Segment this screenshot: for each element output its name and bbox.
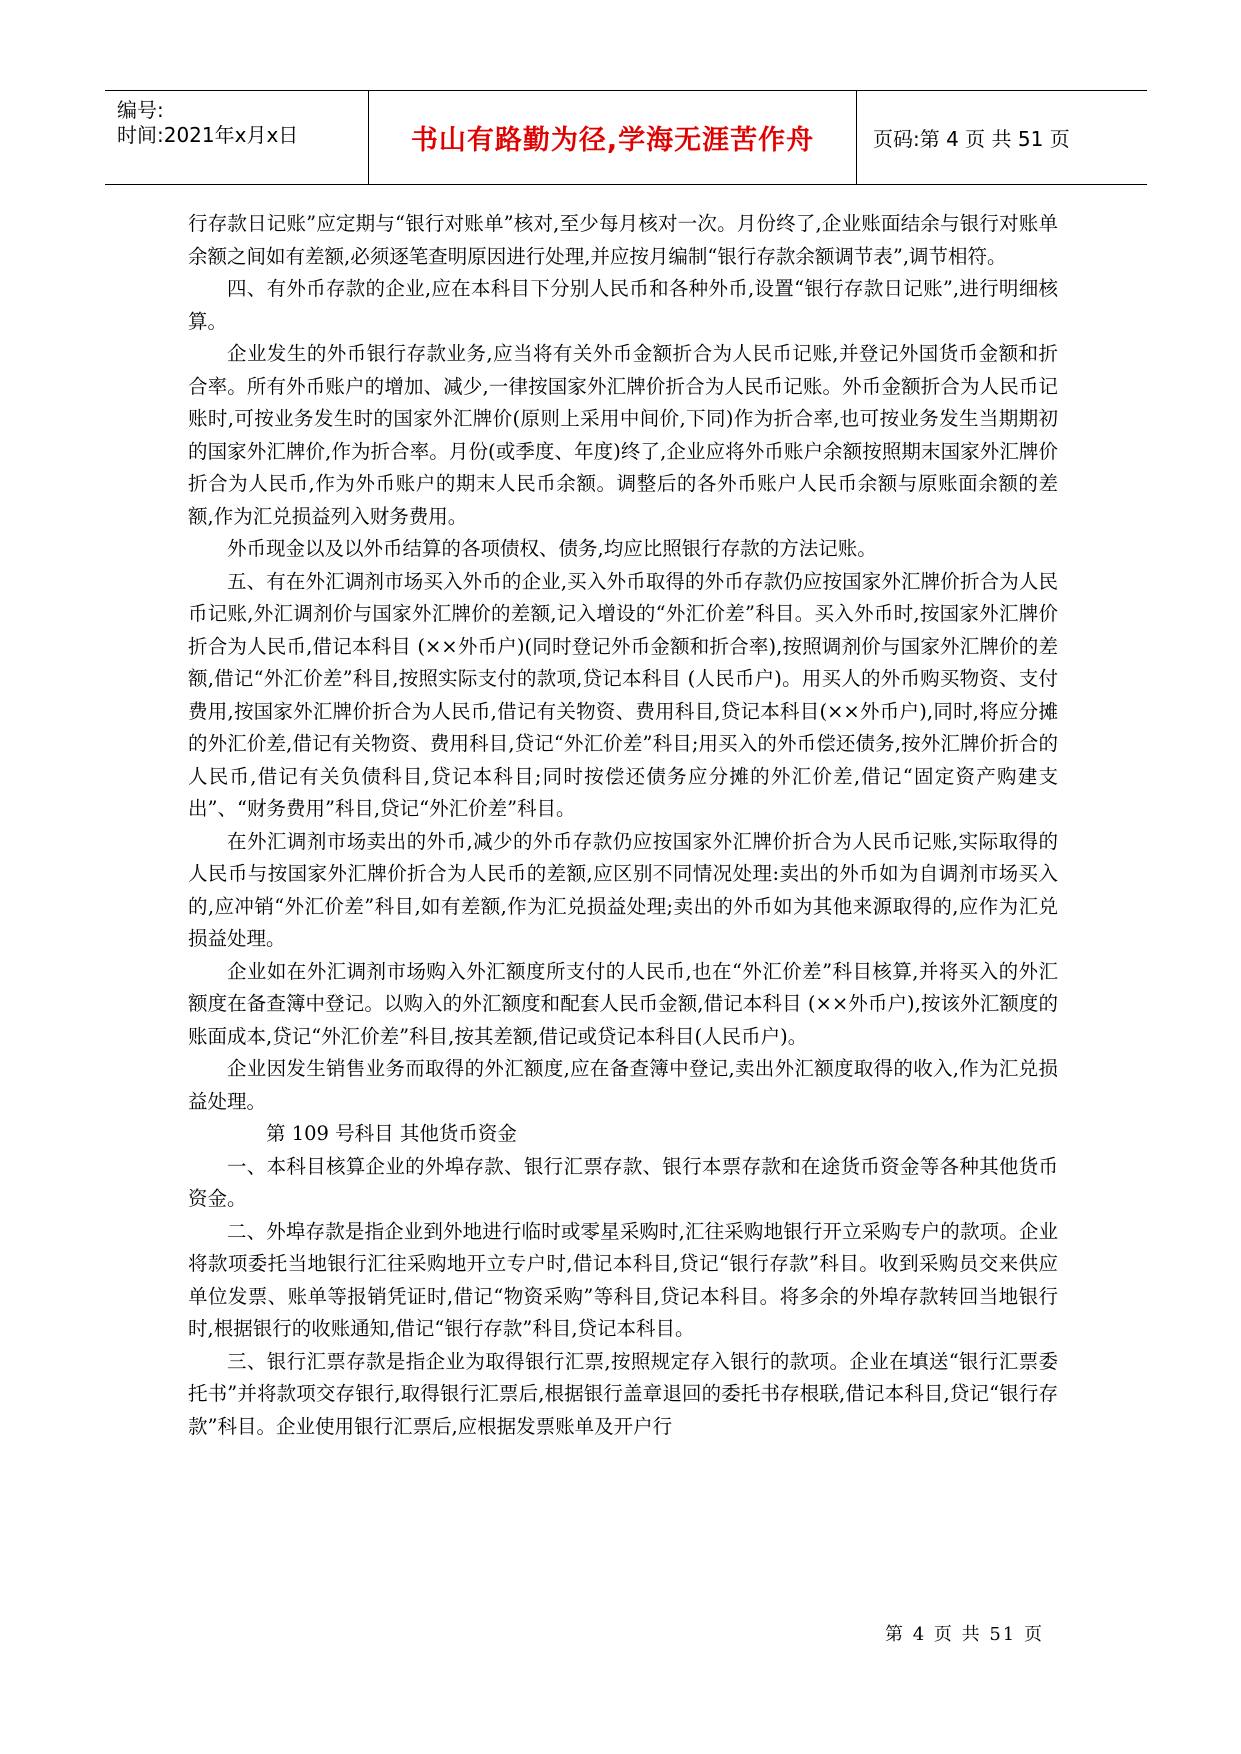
header-page-label: 页码:第 4 页 共 51 页 (873, 127, 1070, 151)
time-label: 时间:2021年x月x日 (117, 123, 299, 147)
document-body (188, 208, 1058, 1443)
paragraph: 一、本科目核算企业的外埠存款、银行汇票存款、银行本票存款和在途货币资金等各种其他货币 资金。 (188, 1154, 1058, 1210)
page-header (105, 90, 1147, 185)
paragraph: 在外汇调剂市场卖出的外币,减少的外币存款仍应按国家外汇牌价折合为人民币记账,实际取得的人民币与按国家外汇牌价折合为人民币的差额,应区别不同情况处理:卖出的外币如为自调剂市场买入的,应冲销“外汇价差”科目,如有差额,作为汇兑损益处理;卖出的外币如为其他来源取得的,应作为汇兑损益处理。 (188, 829, 1058, 950)
paragraph: 五、有在外汇调剂市场买入外币的企业,买入外币取得的外币存款仍应按国家外汇牌价折合为人民币记账,外汇调剂价与国家外汇牌价的差额,记入增设的“外汇价差”科目。买入外币时,按国家外汇牌价折合为人民币,借记本科目 (××外币户)(同时登记外币金额和折合率),按照调剂价与国家外汇牌价的差额,借记“外汇价差”科目,按照实际支付的款项,贷记本科目 (人民币户)。用买人的外币购买物资、支付费用,按国家外汇牌价折合为人民币,借记有关物资、费用科目,贷记本科目(××外币户),同时,将应分摊的外汇价差,借记有关物资、费用科目,贷记“外汇价差”科目;用买入的外币偿还债务,按外汇牌价折合的人民币,借记有关负债科目,贷记本科目;同时按偿还债务应分摊的外汇价差,借记“固定资产购建支出”、“财务费用”科目,贷记“外汇价差”科目。 (188, 569, 1058, 820)
paragraph: 外币现金以及以外币结算的各项债权、债务,均应比照银行存款的方法记账。 (227, 537, 877, 560)
paragraph: 企业如在外汇调剂市场购入外汇额度所支付的人民币,也在“外汇价差”科目核算,并将买入的外汇额度在备查簿中登记。以购入的外汇额度和配套人民币金额,借记本科目 (××外币户),按该外汇额度的账面成本,贷记“外汇价差”科目,按其差额,借记或贷记本科目(人民币户)。 (188, 959, 1058, 1048)
paragraph: 二、外埠存款是指企业到外地进行临时或零星采购时,汇往采购地银行开立采购专户的款项。企业将款项委托当地银行汇往采购地开立专户时,借记本科目,贷记“银行存款”科目。收到采购员交来供应单位发票、账单等报销凭证时,借记“物资采购”等科目,贷记本科目。将多余的外埠存款转回当地银行时,根据银行的收账通知,借记“银行存款”科目,贷记本科目。 (188, 1219, 1058, 1340)
header-motto: 书山有路勤为径,学海无涯苦作舟 (368, 91, 857, 184)
page-footer: 第 4 页 共 51 页 (885, 1624, 1044, 1645)
paragraph: 行存款日记账”应定期与“银行对账单”核对,至少每月核对一次。月份终了,企业账面结余与银行对账单余额之间如有差额,必须逐笔查明原因进行处理,并应按月编制“银行存款余额调节表”,调节相符。 (188, 212, 1058, 268)
paragraph: 四、有外币存款的企业,应在本科目下分别人民币和各种外币,设置“银行存款日记账”,进行明细核算。 (188, 277, 1058, 333)
number-label: 编号: (117, 98, 164, 122)
paragraph: 三、银行汇票存款是指企业为取得银行汇票,按照规定存入银行的款项。企业在填送“银行汇票委托书”并将款项交存银行,取得银行汇票后,根据银行盖章退回的委托书存根联,借记本科目,贷记“银行存款”科目。企业使用银行汇票后,应根据发票账单及开户行 (188, 1349, 1058, 1438)
paragraph: 企业因发生销售业务而取得的外汇额度,应在备查簿中登记,卖出外汇额度取得的收入,作为汇兑损益处理。 (188, 1057, 1058, 1113)
paragraph: 企业发生的外币银行存款业务,应当将有关外币金额折合为人民币记账,并登记外国货币金额和折合率。所有外币账户的增加、减少,一律按国家外汇牌价折合为人民币记账。外币金额折合为人民币记账时,可按业务发生时的国家外汇牌价(原则上采用中间价,下同)作为折合率,也可按业务发生当期期初的国家外汇牌价,作为折合率。月份(或季度、年度)终了,企业应将外币账户余额按照期末国家外汇牌价折合为人民币,作为外币账户的期末人民币余额。调整后的各外币账户人民币余额与原账面余额的差额,作为汇兑损益列入财务费用。 (188, 342, 1058, 528)
section-title: 第 109 号科目 其他货币资金 (266, 1122, 517, 1145)
header-left-cell (105, 91, 368, 184)
